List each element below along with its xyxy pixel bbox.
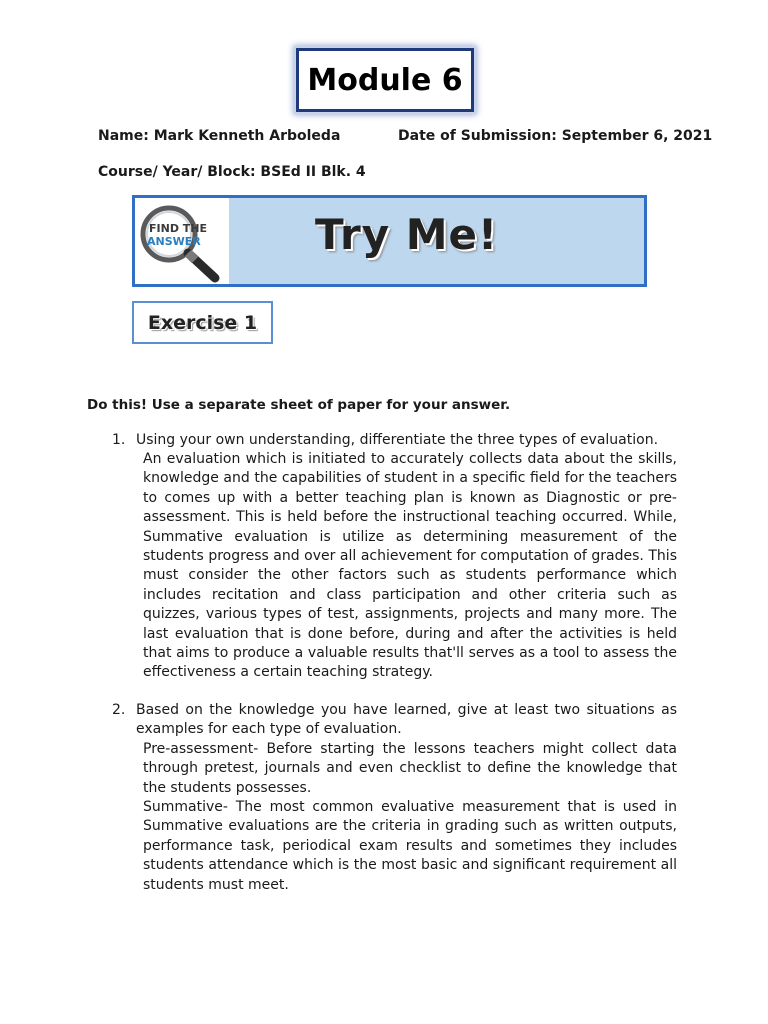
instruction-text: Do this! Use a separate sheet of paper for your answer. — [87, 397, 511, 413]
module-title: Module 6 — [296, 48, 474, 112]
student-name: Name: Mark Kenneth Arboleda — [98, 128, 341, 144]
magnifier-icon — [135, 198, 229, 284]
item-number: 2. — [112, 702, 126, 718]
find-the-answer-logo — [135, 198, 229, 284]
answer-paragraph: Pre-assessment- Before starting the lessons teachers might collect data through pretest, journals and even checklist to define the knowledge that the students possesses. — [143, 741, 677, 796]
answer-paragraph: Summative- The most common evaluative measurement that is used in Summative evaluations are the criteria in grading such as written outputs, performance task, periodical exam results and sometimes they includes students attendance which is the most basic and significant requirement all students must meet. — [143, 799, 677, 893]
try-me-banner — [132, 195, 647, 287]
submission-date: Date of Submission: September 6, 2021 — [398, 128, 713, 144]
exercise-label: Exercise 1 — [132, 301, 273, 344]
question-text: Based on the knowledge you have learned, give at least two situations as examples for each type of evaluation. — [136, 702, 677, 738]
logo-text-find: FIND THE — [149, 222, 207, 235]
course-year-block: Course/ Year/ Block: BSEd II Blk. 4 — [98, 164, 366, 180]
try-me-title: Try Me! — [315, 210, 499, 259]
question-text: Using your own understanding, differentiate the three types of evaluation. — [136, 432, 659, 448]
answer-paragraph: An evaluation which is initiated to accurately collects data about the skills, knowledge and the capabilities of student in a specific field for the teachers to comes up with a better teaching plan is known as Diagnostic or pre-assessment. This is held before the instructional teaching occurred. While, Summative evaluation is utilize as determining measurement of the students progress and over all achievement for computation of grades. This must consider the other factors such as students performance which includes recitation and class participation and other criteria such as quizzes, various types of test, assignments, projects and many more. The last evaluation that is done before, during and after the activities is held that aims to produce a valuable results that'll serves as a tool to assess the effectiveness a certain teaching strategy. — [143, 451, 677, 681]
item-number: 1. — [112, 432, 126, 448]
logo-text-answer: ANSWER — [147, 235, 201, 248]
